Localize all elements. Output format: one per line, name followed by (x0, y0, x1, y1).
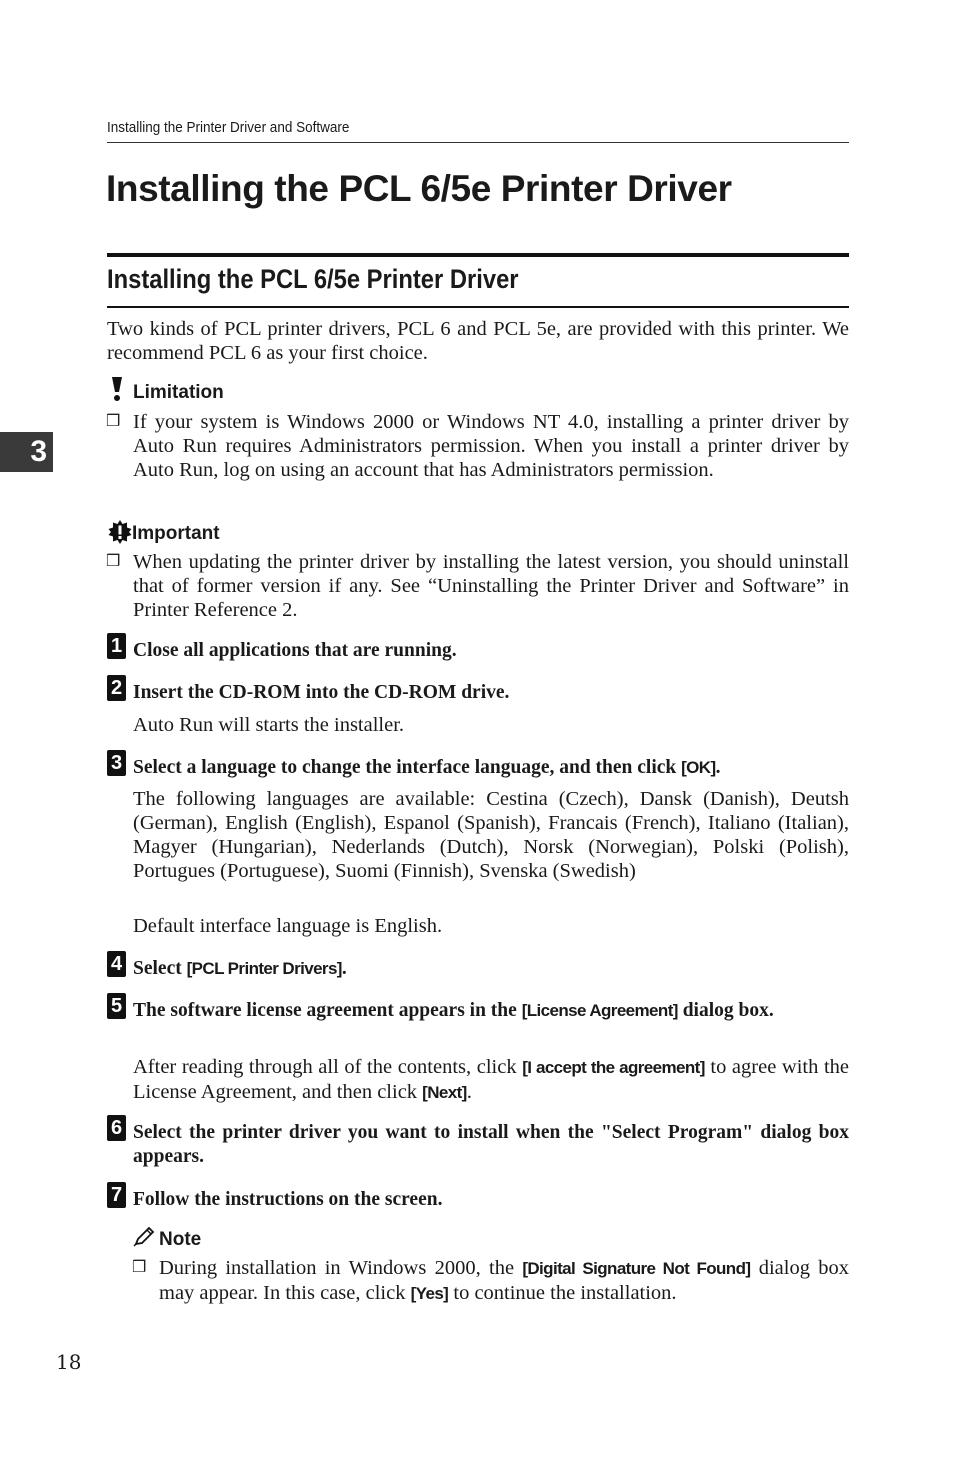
step-5-text (133, 999, 849, 1023)
section-top-rule (107, 253, 849, 257)
note-post: to continue the installation. (448, 1282, 677, 1304)
checkbox-icon: ❒ (132, 1257, 147, 1276)
digital-signature-key: [Digital Signature Not Found] (522, 1259, 751, 1278)
step-number-4: 4 (107, 951, 126, 977)
step-3-text-post: . (715, 757, 721, 778)
step-5-sub-pre: After reading through all of the contents, click (133, 1056, 523, 1078)
step-6-text: Select the printer driver you want to install when the "Select Program" dialog box appears. (133, 1122, 849, 1167)
license-agreement-key: [License Agreement] (521, 1001, 678, 1020)
step-number-7: 7 (107, 1182, 126, 1208)
step-3-text-pre: Select a language to change the interface language, and then click (133, 757, 682, 778)
step-number-5: 5 (107, 993, 126, 1019)
yes-key: [Yes] (410, 1284, 449, 1303)
step-2-sub: Auto Run will starts the installer. (133, 714, 405, 736)
step-4-text-post: . (341, 958, 347, 979)
step-2-text: Insert the CD-ROM into the CD-ROM drive. (133, 682, 510, 703)
note-item (159, 1256, 849, 1306)
section-bottom-rule (107, 306, 849, 308)
page-number: 18 (56, 1350, 82, 1374)
limitation-item: If your system is Windows 2000 or Windows NT 4.0, installing a printer driver by Auto Run requires Administrators permission. When you install a printer driver by Auto Run, log on using an account that has Administrators permission. (133, 411, 849, 481)
header-rule (107, 142, 849, 143)
important-label: Important (132, 523, 220, 544)
step-number-2: 2 (107, 675, 126, 701)
step-number-1: 1 (107, 633, 126, 659)
step-3-sub: The following languages are available: Cestina (Czech), Dansk (Danish), Deutsh (German), English (English), Espanol (Spanish), Francais (French), Italiano (Italian), Magyer (Hungarian), Nederlands (Dutch), Norsk (Norwegian), Polski (Polish), Portugues (Portuguese), Suomi (Finnish), Svenska (Swedish) (133, 788, 849, 882)
i-accept-key: [I accept the agreement] (522, 1058, 705, 1077)
checkbox-icon: ❒ (106, 551, 121, 570)
note-mid: dialog box may appear. In this case, click (159, 1257, 849, 1304)
chapter-number: 3 (30, 435, 47, 468)
note-pre: During installation in Windows 2000, the (159, 1257, 523, 1279)
step-4-text (133, 957, 849, 981)
step-5-sub-post: . (466, 1081, 472, 1103)
step-7-text: Follow the instructions on the screen. (133, 1189, 443, 1210)
pcl-printer-drivers-key: [PCL Printer Drivers] (186, 959, 342, 978)
chapter-tab (0, 432, 53, 472)
ok-key: [OK] (681, 758, 716, 777)
checkbox-icon: ❒ (106, 411, 121, 430)
step-3-sub2: Default interface language is English. (133, 915, 443, 937)
step-5-sub-mid: to agree with the License Agreement, and then click (133, 1056, 849, 1103)
limitation-icon (110, 377, 124, 403)
step-4-text-pre: Select (133, 958, 187, 979)
next-key: [Next] (422, 1083, 467, 1102)
step-number-6: 6 (107, 1115, 126, 1141)
limitation-label: Limitation (133, 382, 224, 403)
step-5-text-post: dialog box. (677, 1000, 774, 1021)
step-number-3: 3 (107, 750, 126, 776)
step-1-text: Close all applications that are running. (133, 640, 457, 661)
note-label: Note (159, 1229, 202, 1250)
section-title: Installing the PCL 6/5e Printer Driver (107, 264, 519, 294)
intro-paragraph: Two kinds of PCL printer drivers, PCL 6 and PCL 5e, are provided with this printer. We recommend PCL 6 as your first choice. (107, 318, 849, 364)
step-5-sub (133, 1055, 849, 1105)
step-5-text-pre: The software license agreement appears in the (133, 1000, 522, 1021)
step-3-text (133, 756, 849, 780)
page-title: Installing the PCL 6/5e Printer Driver (106, 168, 732, 209)
running-header: Installing the Printer Driver and Software (107, 119, 350, 136)
important-item: When updating the printer driver by installing the latest version, you should uninstall that of former version if any. See “Uninstalling the Printer Driver and Software” in Printer Reference 2. (133, 551, 849, 621)
important-icon (108, 520, 132, 544)
pencil-icon (133, 1227, 155, 1247)
